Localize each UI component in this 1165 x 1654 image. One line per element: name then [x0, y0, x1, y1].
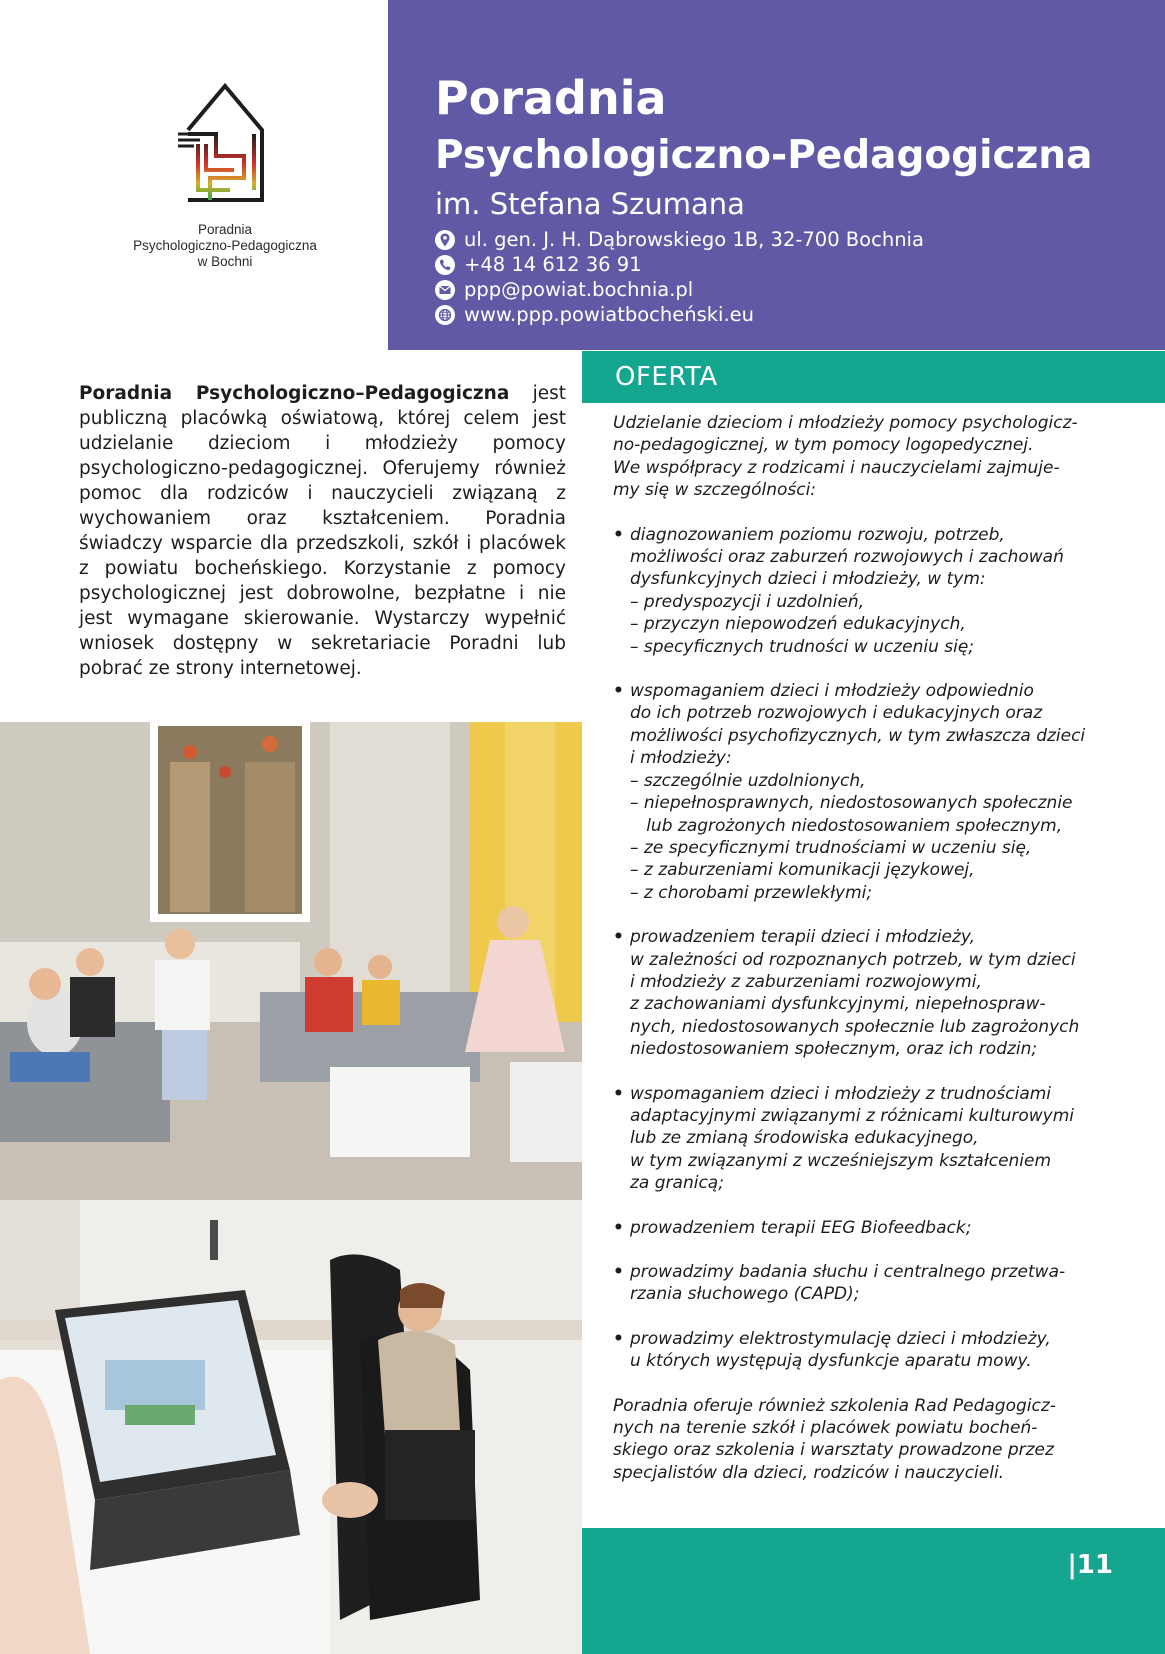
bullet-line: – z zaburzeniami komunikacji językowej,: [630, 860, 975, 881]
bullet-line: prowadzimy elektrostymulację dzieci i młodzieży,: [630, 1328, 1051, 1349]
phone-link[interactable]: +48 14 612 36 91: [464, 253, 642, 276]
bullet-line: lub zagrożonych niedostosowaniem społecznym,: [630, 815, 1063, 836]
bullet-line: do ich potrzeb rozwojowych i edukacyjnych oraz: [630, 703, 1043, 724]
bullet-line: wspomaganiem dzieci i młodzieży odpowiednio: [630, 681, 1034, 702]
oferta-bullet-eeg: [613, 1217, 1108, 1239]
bullet-line: dysfunkcyjnych dzieci i młodzieży, w tym:: [630, 569, 986, 590]
page-subtitle: im. Stefana Szumana: [435, 187, 745, 221]
bullet-dot-icon: •: [613, 1328, 624, 1349]
page-title-line1: Poradnia: [435, 71, 667, 125]
oferta-intro-line: no-pedagogicznej, w tym pomocy logopedycznej.: [613, 435, 1034, 456]
bullet-line: – ze specyficznymi trudnościami w uczeniu się,: [630, 837, 1032, 858]
logo-caption-line: w Bochni: [197, 254, 253, 269]
bullet-line: lub ze zmianą środowiska edukacyjnego,: [630, 1128, 979, 1149]
bullet-line: diagnozowaniem poziomu rozwoju, potrzeb,: [630, 524, 1005, 545]
bullet-line: – szczególnie uzdolnionych,: [630, 770, 866, 791]
oferta-bullet-adaptation: [613, 1083, 1108, 1195]
header-banner: [388, 0, 1165, 350]
oferta-intro-line: my się w szczególności:: [613, 480, 817, 501]
contact-address: [435, 227, 924, 252]
page-number: |11: [1067, 1550, 1113, 1580]
bullet-line: – przyczyn niepowodzeń edukacyjnych,: [630, 614, 966, 635]
bullet-dot-icon: •: [613, 524, 624, 545]
poradnia-logo: [110, 78, 340, 270]
contact-phone: [435, 252, 924, 277]
closing-line: skiego oraz szkolenia i warsztaty prowadzone przez: [613, 1440, 1054, 1461]
oferta-content: [613, 412, 1108, 1484]
contact-list: [435, 227, 924, 327]
oferta-intro: [613, 412, 1108, 502]
bullet-line: w zależności od rozpoznanych potrzeb, w tym dzieci: [630, 949, 1076, 970]
bullet-line: – specyficznych trudności w uczeniu się;: [630, 636, 975, 657]
intro-paragraph: [79, 381, 566, 681]
bullet-dot-icon: •: [613, 927, 624, 948]
logo-caption-line: Poradnia: [197, 222, 253, 237]
oferta-closing: [613, 1395, 1108, 1485]
website-link[interactable]: www.ppp.powiatbocheński.eu: [464, 303, 755, 326]
bullet-line: prowadzimy badania słuchu i centralnego przetwa-: [630, 1262, 1066, 1282]
bullet-line: prowadzeniem terapii dzieci i młodzieży,: [630, 927, 976, 948]
bullet-line: nych, niedostosowanych społecznie lub zagrożonych: [630, 1016, 1080, 1037]
eeg-biofeedback-photo: [0, 1200, 582, 1654]
page-title-line2: Psychologiczno-Pedagogiczna: [435, 133, 1093, 178]
bullet-line: z zachowaniami dysfunkcyjnymi, niepełnospraw-: [630, 994, 1046, 1015]
intro-bold-lead: Poradnia Psychologiczno–Pedagogiczna: [79, 383, 510, 404]
oferta-bullet-hearing: [613, 1261, 1108, 1306]
bullet-dot-icon: •: [613, 1083, 624, 1104]
closing-line: specjalistów dla dzieci, rodziców i nauczycieli.: [613, 1462, 1005, 1483]
bullet-dot-icon: •: [613, 1217, 624, 1238]
bullet-line: adaptacyjnymi związanymi z różnicami kulturowymi: [630, 1105, 1074, 1126]
bullet-line: wspomaganiem dzieci i młodzieży z trudnościami: [630, 1083, 1052, 1104]
oferta-title: OFERTA: [615, 362, 718, 392]
bullet-line: możliwości psychofizycznych, w tym zwłaszcza dzieci: [630, 725, 1086, 746]
oferta-bullet-therapy: [613, 926, 1108, 1060]
bullet-line: i młodzieży:: [630, 748, 732, 769]
bullet-line: – z chorobami przewlekłymi;: [630, 882, 873, 903]
email-link[interactable]: ppp@powiat.bochnia.pl: [464, 278, 694, 301]
closing-line: nych na terenie szkół i placówek powiatu bocheń-: [613, 1418, 1038, 1439]
bullet-line: za granicą;: [630, 1173, 724, 1194]
closing-line: Poradnia oferuje również szkolenia Rad Pedagogicz-: [613, 1395, 1056, 1416]
house-maze-logo-icon: [170, 78, 280, 208]
bullet-line: – predyspozycji i uzdolnień,: [630, 591, 865, 612]
oferta-intro-line: We współpracy z rodzicami i nauczycielami zajmuje-: [613, 457, 1060, 478]
intro-text: jest publiczną placówką oświatową, której celem jest udzielanie dzieciom i młodzieży pomocy psychologiczno-pedagogicznej. Oferujemy również pomoc dla rodziców i nauczycieli związaną z wychowaniem oraz kształceniem. Poradnia świadczy wsparcie dla przedszkoli, szkół i placówek z powiatu bocheńskiego. Korzystanie z pomocy psychologicznej jest dobrowolne, bezpłatne i nie jest wymagane skierowanie. Wystarczy wypełnić wniosek dostępny w sekretariacie Poradni lub pobrać ze strony internetowej.: [79, 383, 567, 679]
bullet-line: niedostosowaniem społecznym, oraz ich rodzin;: [630, 1039, 1038, 1060]
bullet-line: – niepełnosprawnych, niedostosowanych społecznie: [630, 793, 1073, 814]
bullet-line: prowadzeniem terapii EEG Biofeedback;: [630, 1217, 972, 1238]
footer-bar: [582, 1528, 1165, 1654]
oferta-section-header: [582, 351, 1165, 403]
oferta-bullet-support: [613, 680, 1108, 904]
bullet-line: możliwości oraz zaburzeń rozwojowych i zachowań: [630, 547, 1064, 568]
oferta-bullet-diagnosis: [613, 524, 1108, 658]
contact-website: [435, 302, 924, 327]
bullet-dot-icon: •: [613, 681, 624, 702]
location-pin-icon: [435, 230, 455, 250]
bullet-line: i młodzieży z zaburzeniami rozwojowymi,: [630, 971, 982, 992]
bullet-line: w tym związanymi z wcześniejszym kształceniem: [630, 1150, 1052, 1171]
address-text: ul. gen. J. H. Dąbrowskiego 1B, 32-700 Bochnia: [464, 228, 924, 251]
bullet-line: rzania słuchowego (CAPD);: [630, 1284, 860, 1305]
group-session-photo: [0, 722, 582, 1200]
globe-icon: [435, 305, 455, 325]
logo-caption-line: Psychologiczno-Pedagogiczna: [133, 238, 317, 253]
oferta-bullet-electrostimulation: [613, 1328, 1108, 1373]
bullet-line: u których występują dysfunkcje aparatu mowy.: [630, 1351, 1032, 1372]
bullet-dot-icon: •: [613, 1262, 624, 1282]
contact-email: [435, 277, 924, 302]
oferta-intro-line: Udzielanie dzieciom i młodzieży pomocy psychologicz-: [613, 413, 1078, 433]
phone-icon: [435, 255, 455, 275]
envelope-icon: [435, 280, 455, 300]
